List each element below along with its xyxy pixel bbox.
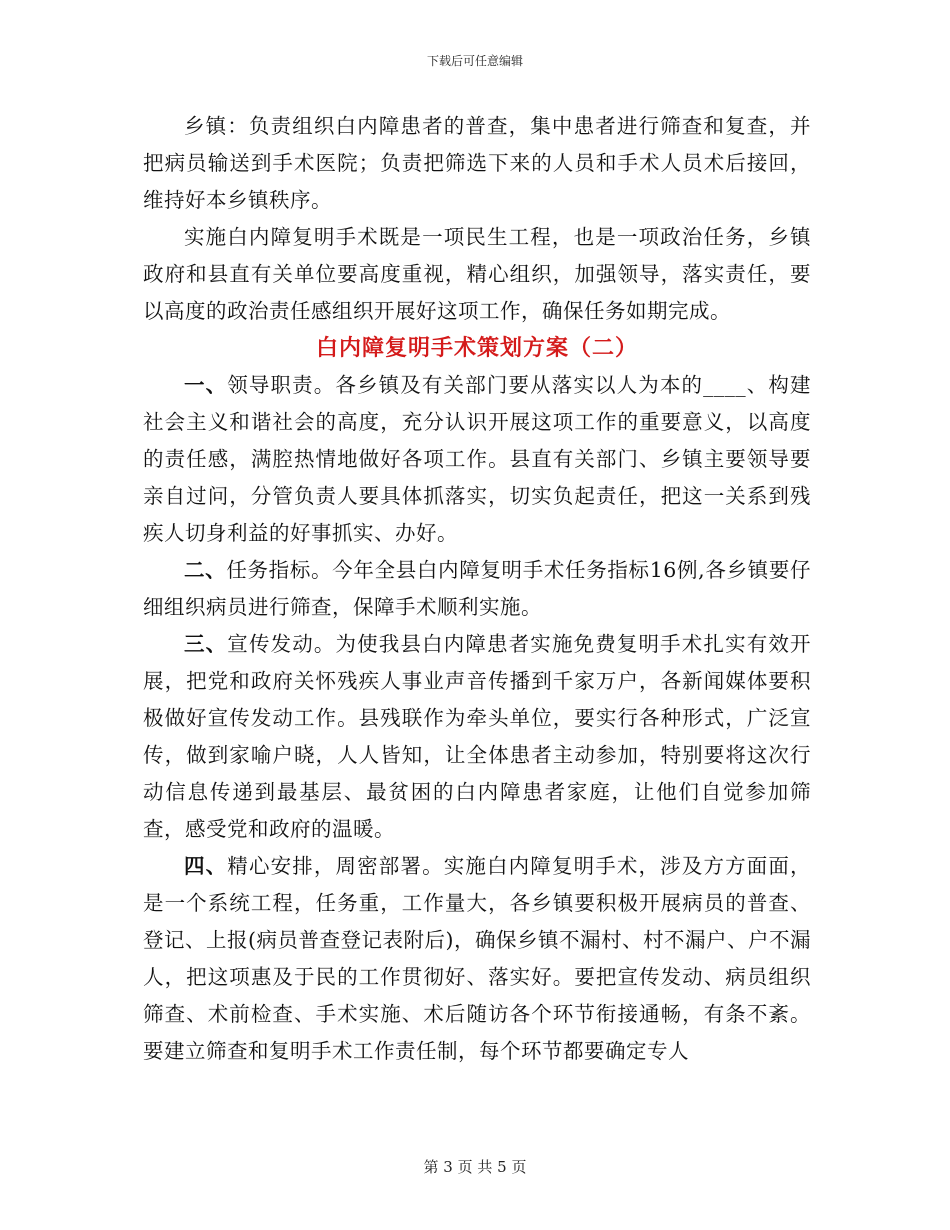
page-header-note: 下载后可任意编辑 xyxy=(426,54,523,68)
item-careful-arrangement xyxy=(143,848,811,1070)
document-body xyxy=(143,108,811,1070)
paragraph-township-duties: 乡镇：负责组织白内障患者的普查，集中患者进行筛查和复查，并把病员输送到手术医院；负责把筛选下来的人员和手术人员术后接回，维持好本乡镇秩序。 xyxy=(143,114,811,212)
item-leadership-responsibility xyxy=(143,367,811,552)
item-number: 二、 xyxy=(184,558,227,582)
item-task-target xyxy=(143,552,811,626)
item-text: 领导职责。各乡镇及有关部门要从落实以人为本的____、构建社会主义和谐社会的高度，充分认识开展这项工作的重要意义，以高度的责任感，满腔热情地做好各项工作。县直有关部门、乡镇主要领导要亲自过问，分管负责人要具体抓落实，切实负起责任，把这一关系到残疾人切身利益的好事抓实、办好。 xyxy=(143,373,812,545)
item-text: 精心安排，周密部署。实施白内障复明手术，涉及方方面面，是一个系统工程，任务重，工作量大，各乡镇要积极开展病员的普查、登记、上报(病员普查登记表附后)，确保乡镇不漏村、村不漏户、户不漏人，把这项惠及于民的工作贯彻好、落实好。要把宣传发动、病员组织筛查、术前检查、手术实施、术后随访各个环节衔接通畅，有条不紊。要建立筛查和复明手术工作责任制，每个环节都要确定专人 xyxy=(143,854,812,1063)
item-text: 任务指标。今年全县白内障复明手术任务指标16例,各乡镇要仔细组织病员进行筛查，保障手术顺利实施。 xyxy=(143,558,811,619)
item-publicity xyxy=(143,626,811,848)
section-title: 白内障复明手术策划方案（二） xyxy=(315,335,638,361)
item-number: 四、 xyxy=(184,854,228,878)
item-number: 一、 xyxy=(184,373,228,397)
item-number: 三、 xyxy=(184,632,228,656)
paragraph-political-task: 实施白内障复明手术既是一项民生工程，也是一项政治任务，乡镇政府和县直有关单位要高度重视，精心组织，加强领导，落实责任，要以高度的政治责任感组织开展好这项工作，确保任务如期完成。 xyxy=(143,225,811,323)
page-footer-number: 第 3 页 共 5 页 xyxy=(423,1158,527,1176)
item-text: 宣传发动。为使我县白内障患者实施免费复明手术扎实有效开展，把党和政府关怀残疾人事业声音传播到千家万户，各新闻媒体要积极做好宣传发动工作。县残联作为牵头单位，要实行各种形式，广泛宣传，做到家喻户晓，人人皆知，让全体患者主动参加，特别要将这次行动信息传递到最基层、最贫困的白内障患者家庭，让他们自觉参加筛查，感受党和政府的温暖。 xyxy=(143,632,812,841)
